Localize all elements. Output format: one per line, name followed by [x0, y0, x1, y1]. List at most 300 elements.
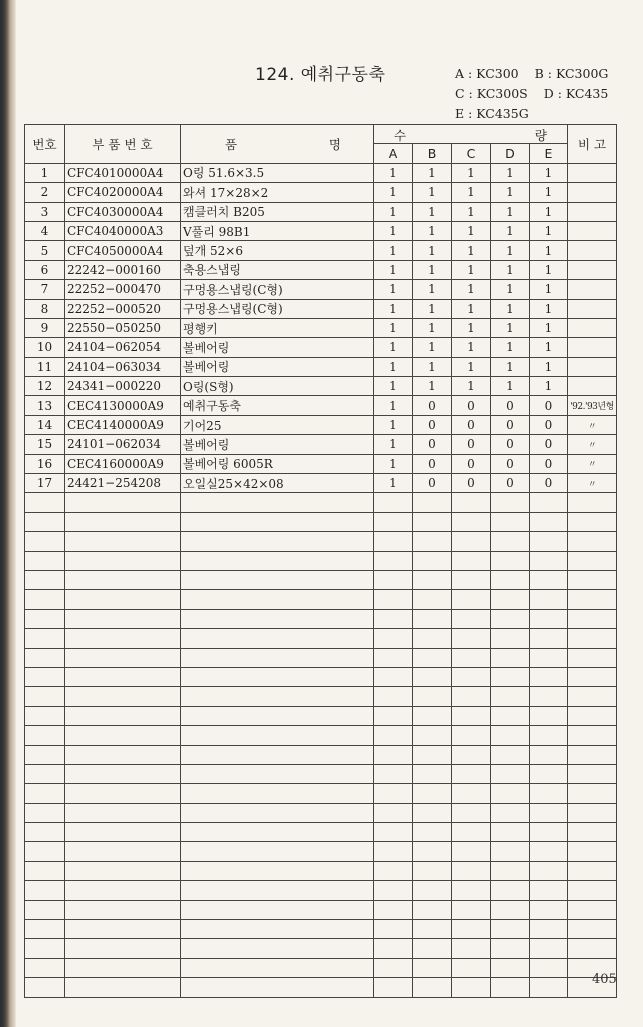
- cell-qty-c: [452, 570, 491, 589]
- cell-part-number: 22252−000470: [65, 280, 181, 299]
- cell-part-number: [65, 842, 181, 861]
- cell-part-number: [65, 958, 181, 977]
- cell-qty-a: 1: [374, 183, 413, 202]
- cell-remark: [568, 338, 617, 357]
- table-row: [25, 163, 617, 182]
- cell-qty-d: [491, 590, 530, 609]
- cell-remark: [568, 939, 617, 958]
- cell-qty-d: [491, 978, 530, 997]
- cell-qty-b: 1: [413, 202, 452, 221]
- table-row: [25, 958, 617, 977]
- cell-no: 12: [25, 377, 65, 396]
- cell-qty-b: 1: [413, 377, 452, 396]
- cell-qty-d: 1: [491, 183, 530, 202]
- cell-qty-b: [413, 493, 452, 512]
- cell-part-name: [181, 900, 374, 919]
- cell-part-number: [65, 590, 181, 609]
- cell-part-name: [181, 512, 374, 531]
- cell-part-name: 구멍용스냅링(C형): [181, 299, 374, 318]
- cell-no: 16: [25, 454, 65, 473]
- cell-qty-c: [452, 512, 491, 531]
- cell-qty-a: [374, 842, 413, 861]
- cell-no: 11: [25, 357, 65, 376]
- cell-qty-c: [452, 629, 491, 648]
- cell-qty-b: [413, 978, 452, 997]
- cell-remark: [568, 299, 617, 318]
- cell-part-name: [181, 920, 374, 939]
- cell-part-number: [65, 900, 181, 919]
- cell-qty-a: 1: [374, 357, 413, 376]
- cell-qty-b: 0: [413, 435, 452, 454]
- cell-no: 3: [25, 202, 65, 221]
- cell-part-name: [181, 532, 374, 551]
- cell-part-name: 캠클러치 B205: [181, 202, 374, 221]
- cell-no: 15: [25, 435, 65, 454]
- table-row: [25, 939, 617, 958]
- cell-qty-d: [491, 823, 530, 842]
- cell-no: 6: [25, 260, 65, 279]
- cell-remark: [568, 881, 617, 900]
- cell-remark: [568, 726, 617, 745]
- cell-qty-b: [413, 706, 452, 725]
- cell-qty-c: 1: [452, 357, 491, 376]
- header-col-b: B: [413, 144, 452, 163]
- cell-part-name: [181, 706, 374, 725]
- table-row: [25, 842, 617, 861]
- cell-qty-c: 0: [452, 435, 491, 454]
- cell-qty-a: [374, 667, 413, 686]
- cell-qty-b: 1: [413, 299, 452, 318]
- table-row: [25, 357, 617, 376]
- cell-qty-e: [530, 764, 568, 783]
- cell-remark: [568, 920, 617, 939]
- cell-no: 17: [25, 474, 65, 493]
- cell-part-name: [181, 667, 374, 686]
- parts-table: [24, 124, 617, 998]
- cell-qty-c: 0: [452, 415, 491, 434]
- cell-qty-d: [491, 920, 530, 939]
- cell-qty-a: 1: [374, 241, 413, 260]
- cell-part-name: [181, 590, 374, 609]
- cell-remark: [568, 512, 617, 531]
- cell-qty-c: [452, 920, 491, 939]
- cell-qty-c: [452, 726, 491, 745]
- cell-qty-d: 0: [491, 396, 530, 415]
- cell-qty-e: 1: [530, 280, 568, 299]
- cell-no: [25, 512, 65, 531]
- cell-qty-e: 0: [530, 474, 568, 493]
- cell-qty-d: 1: [491, 318, 530, 337]
- cell-qty-c: [452, 784, 491, 803]
- cell-part-number: [65, 939, 181, 958]
- cell-qty-a: 1: [374, 338, 413, 357]
- cell-qty-b: 1: [413, 221, 452, 240]
- cell-remark: [568, 202, 617, 221]
- cell-qty-d: 1: [491, 221, 530, 240]
- cell-qty-a: 1: [374, 396, 413, 415]
- cell-qty-a: [374, 939, 413, 958]
- cell-remark: [568, 532, 617, 551]
- table-row: [25, 241, 617, 260]
- cell-qty-b: [413, 532, 452, 551]
- cell-qty-b: 0: [413, 396, 452, 415]
- cell-qty-b: 1: [413, 338, 452, 357]
- cell-part-number: 22242−000160: [65, 260, 181, 279]
- cell-qty-d: 1: [491, 241, 530, 260]
- table-row: [25, 415, 617, 434]
- cell-qty-c: [452, 551, 491, 570]
- cell-part-number: [65, 745, 181, 764]
- cell-no: [25, 590, 65, 609]
- cell-part-number: [65, 803, 181, 822]
- cell-no: [25, 803, 65, 822]
- cell-qty-d: 0: [491, 454, 530, 473]
- cell-part-name: 와셔 17×28×2: [181, 183, 374, 202]
- cell-part-name: [181, 551, 374, 570]
- cell-qty-e: 1: [530, 377, 568, 396]
- cell-no: [25, 726, 65, 745]
- cell-remark: [568, 667, 617, 686]
- cell-part-name: [181, 803, 374, 822]
- cell-qty-b: [413, 745, 452, 764]
- cell-no: [25, 629, 65, 648]
- cell-qty-a: 1: [374, 454, 413, 473]
- cell-qty-c: 1: [452, 221, 491, 240]
- cell-qty-e: 1: [530, 318, 568, 337]
- cell-remark: [568, 260, 617, 279]
- cell-no: [25, 881, 65, 900]
- cell-qty-c: [452, 667, 491, 686]
- header-part-number: 부 품 번 호: [65, 125, 181, 164]
- table-row: [25, 667, 617, 686]
- table-row: [25, 454, 617, 473]
- cell-no: [25, 687, 65, 706]
- cell-part-number: CEC4140000A9: [65, 415, 181, 434]
- cell-qty-b: 1: [413, 280, 452, 299]
- cell-qty-a: 1: [374, 435, 413, 454]
- cell-remark: [568, 493, 617, 512]
- cell-remark: [568, 163, 617, 182]
- cell-qty-a: [374, 900, 413, 919]
- cell-no: 4: [25, 221, 65, 240]
- cell-qty-b: 1: [413, 357, 452, 376]
- cell-qty-b: [413, 609, 452, 628]
- cell-part-number: [65, 629, 181, 648]
- cell-qty-c: 1: [452, 280, 491, 299]
- cell-qty-b: [413, 939, 452, 958]
- table-row: [25, 726, 617, 745]
- cell-qty-d: 1: [491, 357, 530, 376]
- cell-qty-c: 1: [452, 241, 491, 260]
- cell-qty-d: [491, 512, 530, 531]
- cell-part-number: [65, 512, 181, 531]
- cell-qty-c: 1: [452, 299, 491, 318]
- cell-qty-c: 0: [452, 474, 491, 493]
- cell-no: [25, 648, 65, 667]
- cell-no: [25, 667, 65, 686]
- cell-qty-b: 1: [413, 163, 452, 182]
- cell-part-name: [181, 745, 374, 764]
- model-e: E : KC435G: [455, 106, 529, 121]
- cell-qty-e: [530, 803, 568, 822]
- cell-part-name: [181, 842, 374, 861]
- cell-part-number: [65, 784, 181, 803]
- cell-qty-b: 1: [413, 318, 452, 337]
- cell-qty-e: [530, 609, 568, 628]
- cell-qty-a: 1: [374, 474, 413, 493]
- table-row: [25, 978, 617, 997]
- cell-qty-c: 1: [452, 318, 491, 337]
- cell-part-name: [181, 687, 374, 706]
- cell-qty-a: [374, 570, 413, 589]
- cell-part-number: [65, 687, 181, 706]
- cell-qty-d: [491, 551, 530, 570]
- cell-remark: [568, 609, 617, 628]
- cell-no: [25, 745, 65, 764]
- cell-part-name: 평행키: [181, 318, 374, 337]
- cell-qty-c: [452, 978, 491, 997]
- cell-qty-c: 0: [452, 396, 491, 415]
- model-a: A : KC300: [455, 66, 519, 81]
- table-row: [25, 687, 617, 706]
- cell-qty-e: [530, 551, 568, 570]
- cell-qty-a: [374, 629, 413, 648]
- cell-part-number: 24104−062054: [65, 338, 181, 357]
- cell-remark: [568, 241, 617, 260]
- cell-part-name: [181, 726, 374, 745]
- cell-qty-a: 1: [374, 163, 413, 182]
- cell-qty-d: 1: [491, 280, 530, 299]
- cell-qty-c: [452, 764, 491, 783]
- cell-part-number: [65, 920, 181, 939]
- cell-no: [25, 842, 65, 861]
- cell-qty-d: [491, 958, 530, 977]
- cell-qty-e: [530, 881, 568, 900]
- cell-qty-b: [413, 823, 452, 842]
- table-row: [25, 318, 617, 337]
- cell-remark: 〃: [568, 415, 617, 434]
- cell-part-number: [65, 667, 181, 686]
- cell-qty-d: [491, 667, 530, 686]
- header-no: 번호: [25, 125, 65, 164]
- cell-qty-a: [374, 493, 413, 512]
- cell-qty-a: [374, 803, 413, 822]
- cell-part-name: [181, 823, 374, 842]
- model-legend-row: [455, 104, 608, 124]
- cell-part-number: CFC4030000A4: [65, 202, 181, 221]
- cell-remark: [568, 861, 617, 880]
- header-col-c: C: [452, 144, 491, 163]
- cell-qty-d: [491, 726, 530, 745]
- cell-part-number: [65, 978, 181, 997]
- table-row: [25, 823, 617, 842]
- cell-part-number: 24421−254208: [65, 474, 181, 493]
- cell-qty-e: 1: [530, 260, 568, 279]
- table-row: [25, 900, 617, 919]
- cell-no: 9: [25, 318, 65, 337]
- cell-qty-d: [491, 609, 530, 628]
- header-remark: 비 고: [568, 125, 617, 164]
- cell-qty-b: [413, 590, 452, 609]
- cell-remark: [568, 318, 617, 337]
- cell-qty-b: 1: [413, 183, 452, 202]
- cell-part-number: CFC4010000A4: [65, 163, 181, 182]
- cell-qty-e: [530, 512, 568, 531]
- cell-qty-d: 1: [491, 260, 530, 279]
- cell-qty-b: [413, 629, 452, 648]
- cell-qty-d: [491, 881, 530, 900]
- cell-qty-c: [452, 687, 491, 706]
- cell-remark: [568, 803, 617, 822]
- table-row: [25, 784, 617, 803]
- cell-part-number: [65, 493, 181, 512]
- cell-qty-a: 1: [374, 299, 413, 318]
- cell-qty-b: [413, 881, 452, 900]
- cell-qty-a: [374, 532, 413, 551]
- cell-qty-a: [374, 881, 413, 900]
- cell-part-name: [181, 648, 374, 667]
- cell-remark: [568, 842, 617, 861]
- table-row: [25, 280, 617, 299]
- header-col-e: E: [530, 144, 568, 163]
- cell-no: 14: [25, 415, 65, 434]
- cell-qty-b: 1: [413, 241, 452, 260]
- cell-qty-d: [491, 939, 530, 958]
- cell-no: [25, 532, 65, 551]
- cell-qty-e: 1: [530, 241, 568, 260]
- cell-qty-e: 1: [530, 163, 568, 182]
- cell-remark: 〃: [568, 454, 617, 473]
- cell-qty-c: [452, 861, 491, 880]
- cell-qty-a: 1: [374, 318, 413, 337]
- cell-remark: [568, 629, 617, 648]
- cell-qty-d: 0: [491, 474, 530, 493]
- cell-remark: [568, 377, 617, 396]
- cell-qty-a: [374, 823, 413, 842]
- cell-qty-c: [452, 939, 491, 958]
- model-c: C : KC300S: [455, 86, 528, 101]
- cell-part-name: [181, 629, 374, 648]
- model-b: B : KC300G: [534, 66, 609, 81]
- cell-remark: [568, 280, 617, 299]
- cell-qty-c: [452, 706, 491, 725]
- cell-qty-d: 1: [491, 338, 530, 357]
- cell-qty-e: 0: [530, 415, 568, 434]
- cell-qty-e: 1: [530, 299, 568, 318]
- cell-remark: 〃: [568, 474, 617, 493]
- cell-qty-e: [530, 493, 568, 512]
- cell-part-name: 축용스냅링: [181, 260, 374, 279]
- table-row: [25, 338, 617, 357]
- cell-qty-d: [491, 629, 530, 648]
- cell-qty-e: 0: [530, 435, 568, 454]
- table-row: [25, 920, 617, 939]
- cell-qty-d: 1: [491, 377, 530, 396]
- cell-qty-c: [452, 803, 491, 822]
- cell-part-name: 볼베어링: [181, 338, 374, 357]
- cell-qty-c: [452, 493, 491, 512]
- cell-remark: [568, 357, 617, 376]
- header-col-d: D: [491, 144, 530, 163]
- cell-qty-c: [452, 532, 491, 551]
- cell-qty-c: 1: [452, 183, 491, 202]
- cell-part-name: [181, 958, 374, 977]
- cell-no: 8: [25, 299, 65, 318]
- cell-remark: [568, 706, 617, 725]
- table-row: [25, 512, 617, 531]
- cell-part-name: 기어25: [181, 415, 374, 434]
- cell-qty-e: [530, 590, 568, 609]
- cell-qty-d: 1: [491, 202, 530, 221]
- cell-qty-a: 1: [374, 377, 413, 396]
- cell-qty-c: [452, 842, 491, 861]
- cell-qty-a: 1: [374, 280, 413, 299]
- cell-qty-a: [374, 784, 413, 803]
- cell-part-name: O링(S형): [181, 377, 374, 396]
- cell-qty-d: [491, 706, 530, 725]
- header-part-name: 품 명: [181, 125, 374, 164]
- table-row: [25, 435, 617, 454]
- cell-qty-e: [530, 687, 568, 706]
- cell-qty-a: [374, 745, 413, 764]
- table-row: [25, 590, 617, 609]
- table-row: [25, 532, 617, 551]
- cell-qty-b: 1: [413, 260, 452, 279]
- table-row: [25, 803, 617, 822]
- cell-part-number: [65, 532, 181, 551]
- cell-qty-d: [491, 745, 530, 764]
- cell-remark: 〃: [568, 435, 617, 454]
- cell-qty-e: [530, 958, 568, 977]
- cell-remark: [568, 764, 617, 783]
- cell-remark: [568, 183, 617, 202]
- cell-qty-e: 0: [530, 454, 568, 473]
- cell-qty-b: [413, 784, 452, 803]
- cell-qty-d: 1: [491, 163, 530, 182]
- cell-qty-c: [452, 881, 491, 900]
- cell-part-number: CEC4130000A9: [65, 396, 181, 415]
- cell-qty-b: [413, 570, 452, 589]
- cell-part-number: [65, 706, 181, 725]
- cell-qty-e: [530, 861, 568, 880]
- header-col-a: A: [374, 144, 413, 163]
- cell-no: [25, 861, 65, 880]
- cell-part-name: [181, 493, 374, 512]
- cell-no: [25, 958, 65, 977]
- cell-qty-d: [491, 687, 530, 706]
- cell-remark: [568, 570, 617, 589]
- cell-qty-c: [452, 900, 491, 919]
- cell-qty-c: 1: [452, 163, 491, 182]
- cell-no: 2: [25, 183, 65, 202]
- cell-part-number: 24104−063034: [65, 357, 181, 376]
- cell-qty-c: 1: [452, 202, 491, 221]
- cell-no: 13: [25, 396, 65, 415]
- cell-remark: [568, 900, 617, 919]
- cell-part-name: [181, 939, 374, 958]
- cell-part-number: 22252−000520: [65, 299, 181, 318]
- table-row: [25, 609, 617, 628]
- cell-part-name: 볼베어링 6005R: [181, 454, 374, 473]
- cell-qty-a: [374, 861, 413, 880]
- cell-qty-b: [413, 958, 452, 977]
- cell-part-number: 24341−000220: [65, 377, 181, 396]
- cell-no: 10: [25, 338, 65, 357]
- table-row: [25, 377, 617, 396]
- cell-qty-c: 0: [452, 454, 491, 473]
- cell-part-name: [181, 784, 374, 803]
- cell-qty-e: [530, 629, 568, 648]
